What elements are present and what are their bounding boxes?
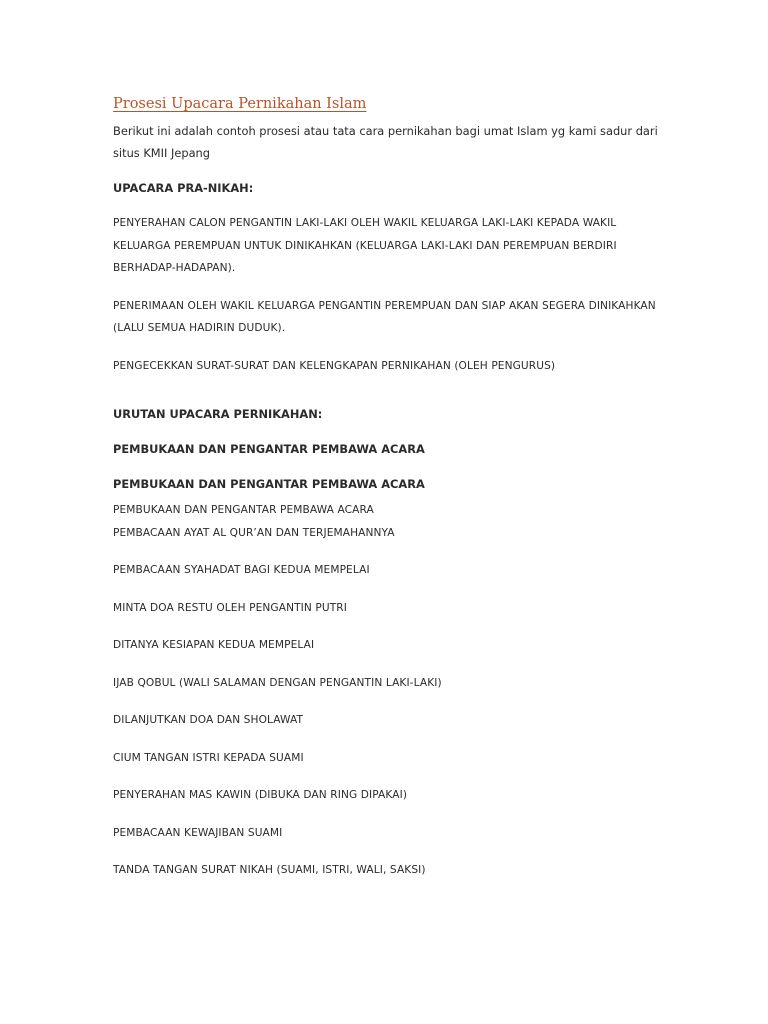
pre-item: PENGECEKKAN SURAT-SURAT DAN KELENGKAPAN PERNIKAHAN (OLEH PENGURUS) [113, 359, 556, 372]
document-content [113, 93, 673, 897]
intro-paragraph: Berikut ini adalah contoh prosesi atau tata cara pernikahan bagi umat Islam yg kami sadur dari situs KMII Jepang [113, 124, 658, 160]
ceremony-item: MINTA DOA RESTU OLEH PENGANTIN PUTRI [113, 601, 347, 614]
ceremony-item: PEMBUKAAN DAN PENGANTAR PEMBAWA ACARA [113, 504, 374, 516]
pre-item: PENERIMAAN OLEH WAKIL KELUARGA PENGANTIN PEREMPUAN DAN SIAP AKAN SEGERA DINIKAHKAN (LALU SEMUA HADIRIN DUDUK). [113, 299, 656, 334]
ceremony-item: DILANJUTKAN DOA DAN SHOLAWAT [113, 714, 304, 726]
ceremony-item: PEMBACAAN AYAT AL QUR’AN DAN TERJEMAHANNYA [113, 526, 395, 539]
ceremony-item: CIUM TANGAN ISTRI KEPADA SUAMI [113, 751, 304, 764]
bold-item: PEMBUKAAN DAN PENGANTAR PEMBAWA ACARA [113, 477, 425, 491]
ceremony-item: PEMBACAAN KEWAJIBAN SUAMI [113, 826, 283, 839]
main-ceremony-heading: URUTAN UPACARA PERNIKAHAN: [113, 407, 323, 421]
ceremony-item: PEMBACAAN SYAHADAT BAGI KEDUA MEMPELAI [113, 564, 370, 576]
ceremony-item: DITANYA KESIAPAN KEDUA MEMPELAI [113, 639, 315, 651]
bold-item: PEMBUKAAN DAN PENGANTAR PEMBAWA ACARA [113, 442, 425, 456]
ceremony-item: TANDA TANGAN SURAT NIKAH (SUAMI, ISTRI, WALI, SAKSI) [113, 864, 426, 876]
document-title[interactable]: Prosesi Upacara Pernikahan Islam [113, 96, 367, 112]
ceremony-item: IJAB QOBUL (WALI SALAMAN DENGAN PENGANTIN LAKI-LAKI) [113, 676, 442, 689]
ceremony-item: PENYERAHAN MAS KAWIN (DIBUKA DAN RING DIPAKAI) [113, 789, 408, 801]
pre-item: PENYERAHAN CALON PENGANTIN LAKI-LAKI OLEH WAKIL KELUARGA LAKI-LAKI KEPADA WAKIL KELUARGA PEREMPUAN UNTUK DINIKAHKAN (KELUARGA LAKI-LAKI DAN PEREMPUAN BERDIRI BERHADAP-HADAPAN). [113, 217, 617, 274]
pre-nikah-heading: UPACARA PRA-NIKAH: [113, 181, 254, 195]
